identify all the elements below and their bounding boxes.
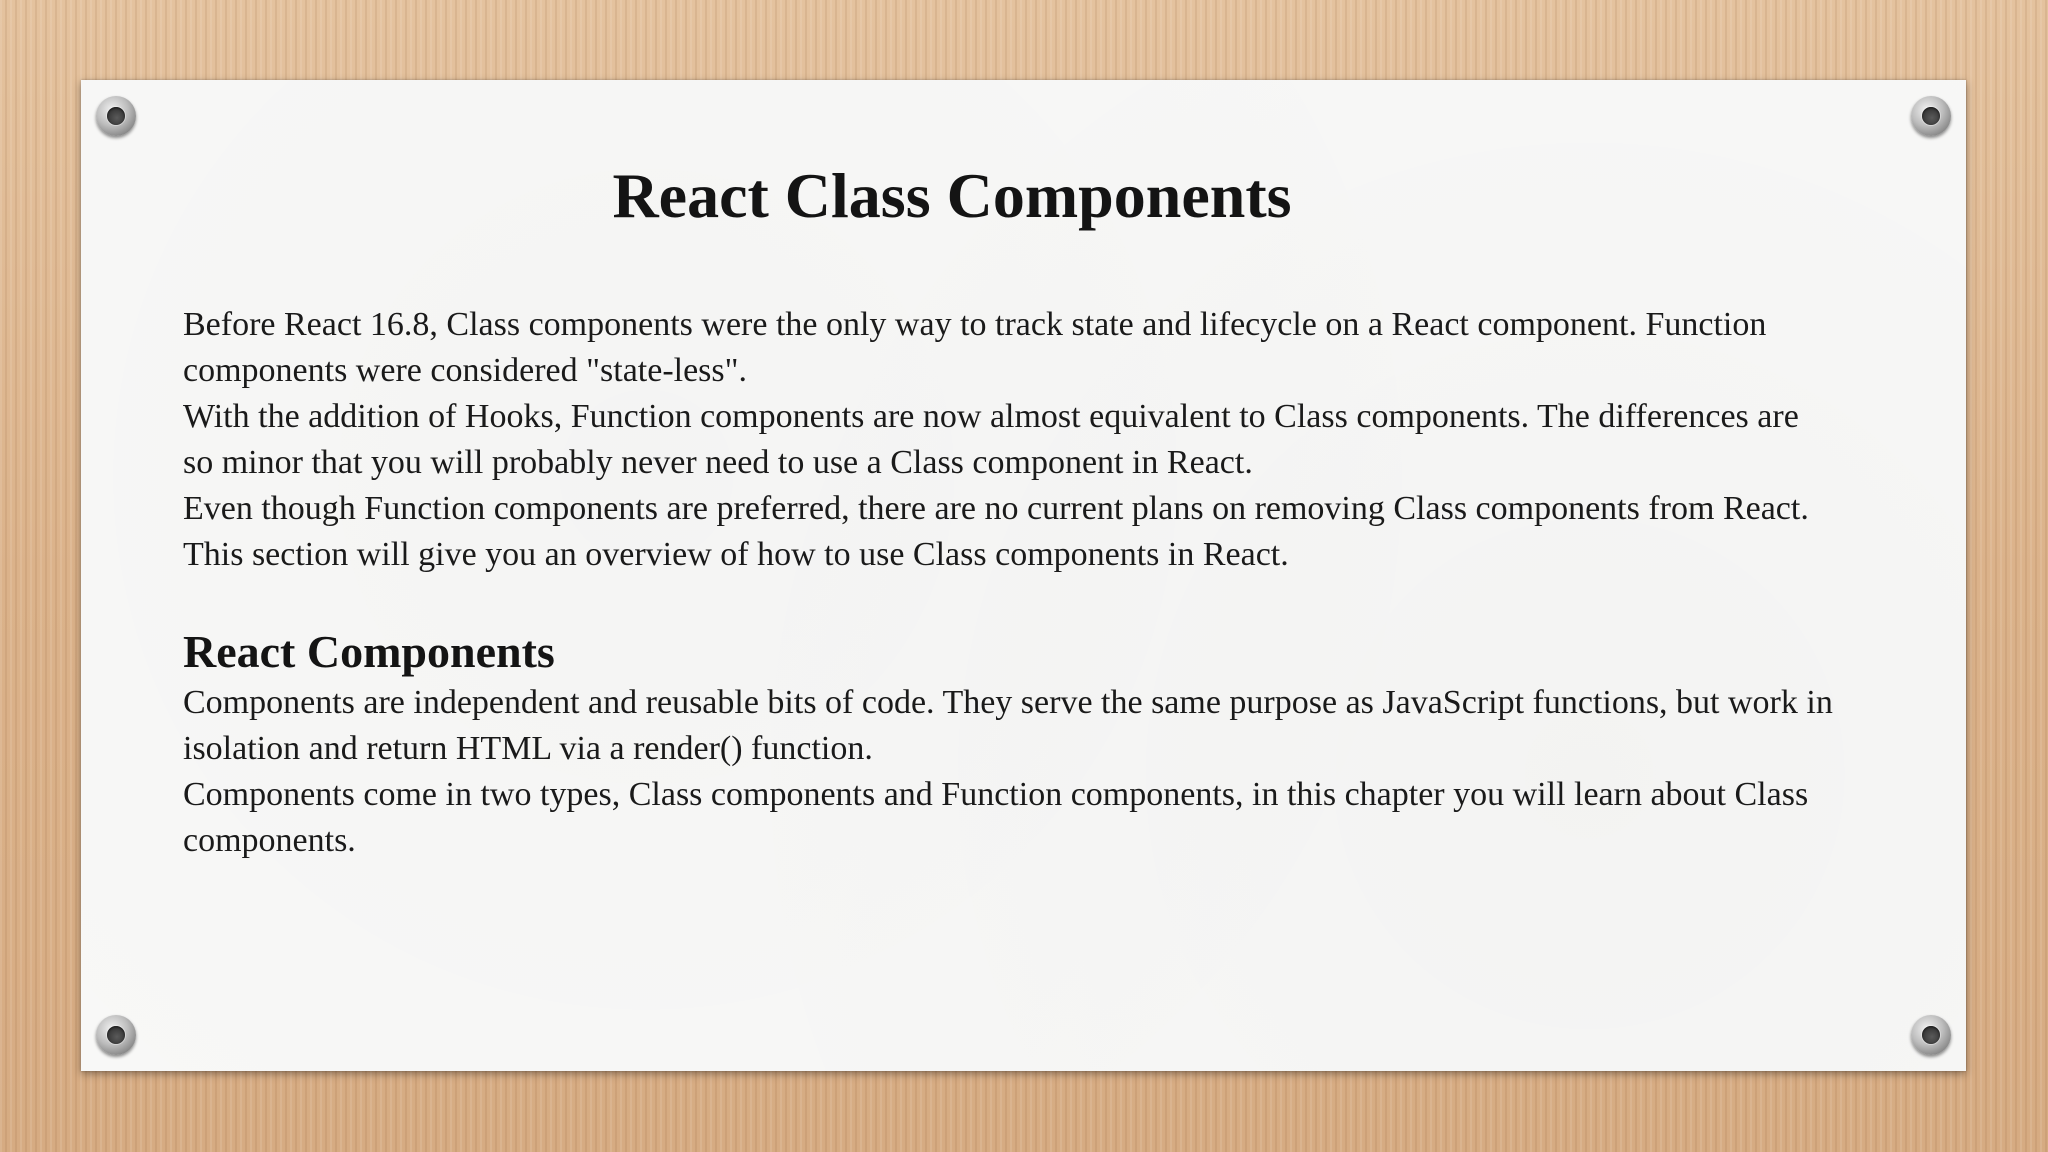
intro-paragraph-3: Even though Function components are preferred, there are no current plans on removing Class components from React. — [183, 490, 1809, 527]
grommet-icon — [1911, 1015, 1951, 1055]
slide-body — [183, 302, 1833, 864]
slide-title: React Class Components — [612, 160, 1292, 231]
intro-paragraph-2: With the addition of Hooks, Function components are now almost equivalent to Class components. The differences are so minor that you will probably never need to use a Class component in React. — [183, 398, 1799, 481]
intro-paragraph-1: Before React 16.8, Class components were the only way to track state and lifecycle on a React component. Function components were considered "state-less". — [183, 306, 1767, 389]
section-paragraph-2: Components come in two types, Class components and Function components, in this chapter you will learn about Class components. — [183, 776, 1809, 859]
section-paragraph-1: Components are independent and reusable bits of code. They serve the same purpose as JavaScript functions, but work in isolation and return HTML via a render() function. — [183, 684, 1833, 767]
grommet-icon — [96, 96, 136, 136]
grommet-icon — [96, 1015, 136, 1055]
section-heading: React Components — [183, 626, 555, 677]
grommet-icon — [1911, 96, 1951, 136]
intro-paragraph-4: This section will give you an overview of how to use Class components in React. — [183, 536, 1289, 573]
